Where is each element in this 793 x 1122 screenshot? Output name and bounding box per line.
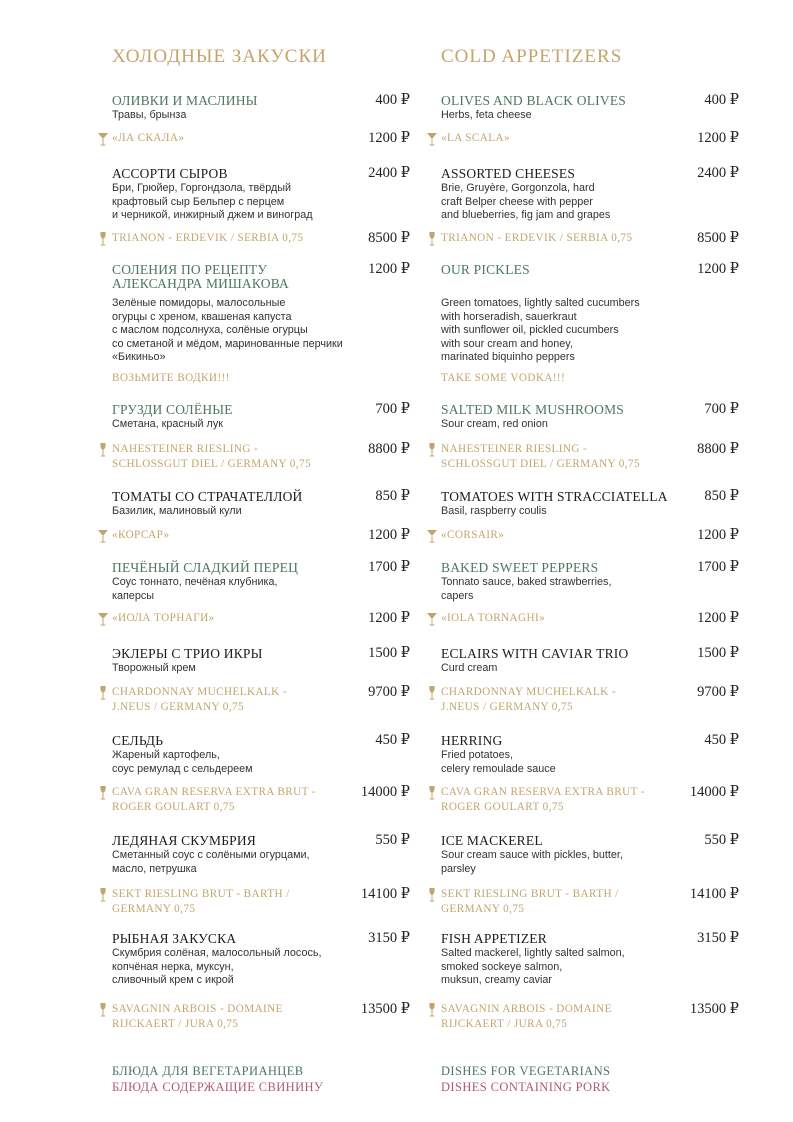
legend-pork: DISHES CONTAINING PORK	[441, 1080, 611, 1094]
item-price: 1700 ₽	[368, 559, 410, 575]
drink-pairing-item	[112, 611, 412, 626]
drink-pairing-item	[441, 131, 741, 146]
dish-item	[441, 734, 741, 776]
dish-item	[112, 94, 412, 123]
dish-item	[112, 647, 412, 676]
dish-item	[441, 167, 741, 223]
item-name: OLIVES AND BLACK OLIVES	[441, 93, 626, 108]
item-description: Сметанный соус с солёными огурцами, масло, петрушка	[112, 849, 310, 875]
item-name: FISH APPETIZER	[441, 931, 547, 946]
item-name: «IOLA TORNAGHI»	[441, 612, 546, 624]
dish-item	[441, 932, 741, 988]
dish-item	[441, 263, 741, 365]
drink-pairing-item	[441, 528, 741, 543]
item-description: Травы, брынза	[112, 109, 187, 121]
item-description: Basil, raspberry coulis	[441, 505, 547, 517]
cocktail-glass-icon	[97, 611, 109, 627]
item-price: 550 ₽	[704, 832, 739, 848]
dish-item	[441, 561, 741, 603]
item-name: ОЛИВКИ И МАСЛИНЫ	[112, 93, 258, 108]
cocktail-glass-icon	[426, 611, 438, 627]
wine-glass-icon	[426, 442, 438, 458]
item-description: Бри, Грюйер, Горгондзола, твёрдый крафтовый сыр Бельпер с перцем и черникой, инжирный джем и виноград	[112, 182, 313, 221]
item-name: CHARDONNAY MUCHELKALK - J.NEUS / GERMANY 0,75	[112, 686, 287, 713]
item-name: CAVA GRAN RESERVA EXTRA BRUT - ROGER GOULART 0,75	[112, 786, 316, 813]
drink-pairing-item	[441, 611, 741, 626]
item-name: «КОРСАР»	[112, 529, 170, 541]
item-price: 3150 ₽	[697, 930, 739, 946]
vodka-note: TAKE SOME VODKA!!!	[441, 372, 566, 384]
dish-item	[441, 490, 741, 519]
item-price: 9700 ₽	[697, 684, 739, 700]
item-price: 450 ₽	[375, 732, 410, 748]
legend-vegetarian: БЛЮДА ДЛЯ ВЕГЕТАРИАНЦЕВ	[112, 1064, 304, 1078]
item-name: HERRING	[441, 733, 503, 748]
item-name: TRIANON - ERDEVIK / SERBIA 0,75	[441, 232, 633, 244]
dish-item	[441, 94, 741, 123]
wine-glass-icon	[426, 785, 438, 801]
item-price: 2400 ₽	[368, 165, 410, 181]
dish-item	[112, 834, 412, 876]
cocktail-glass-icon	[426, 131, 438, 147]
item-description: Herbs, feta cheese	[441, 109, 532, 121]
item-price: 8500 ₽	[697, 230, 739, 246]
dish-item	[441, 647, 741, 676]
item-price: 1500 ₽	[368, 645, 410, 661]
item-description: Fried potatoes, celery remoulade sauce	[441, 749, 556, 775]
item-name: TOMATOES WITH STRACCIATELLA	[441, 489, 668, 504]
drink-pairing-item	[112, 685, 412, 715]
dish-item	[112, 263, 412, 365]
item-price: 8800 ₽	[368, 441, 410, 457]
wine-glass-icon	[97, 785, 109, 801]
item-description: Соус тоннато, печёная клубника, каперсы	[112, 576, 278, 602]
item-name: СЕЛЬДЬ	[112, 733, 164, 748]
item-price: 1200 ₽	[697, 527, 739, 543]
item-price: 550 ₽	[375, 832, 410, 848]
item-description: Зелёные помидоры, малосольные огурцы с хреном, квашеная капуста с маслом подсолнуха, солёные огурцы со сметаной и мёдом, маринованные перчики «Бикиньо»	[112, 297, 343, 363]
item-price: 700 ₽	[704, 401, 739, 417]
drink-pairing-item	[441, 1002, 741, 1032]
item-name: CAVA GRAN RESERVA EXTRA BRUT - ROGER GOULART 0,75	[441, 786, 645, 813]
drink-pairing-item	[441, 231, 741, 246]
item-description: Творожный крем	[112, 662, 196, 674]
wine-glass-icon	[426, 231, 438, 247]
item-description: Green tomatoes, lightly salted cucumbers with horseradish, sauerkraut with sunflower oil, pickled cucumbers with sour cream and honey, marinated biquinho peppers	[441, 297, 640, 363]
item-price: 1200 ₽	[697, 130, 739, 146]
vodka-note: ВОЗЬМИТЕ ВОДКИ!!!	[112, 372, 230, 384]
item-price: 450 ₽	[704, 732, 739, 748]
item-description: Salted mackerel, lightly salted salmon, smoked sockeye salmon, muksun, creamy caviar	[441, 947, 625, 986]
drink-pairing-item	[112, 887, 412, 917]
wine-glass-icon	[97, 1002, 109, 1018]
item-price: 1200 ₽	[368, 527, 410, 543]
item-price: 400 ₽	[704, 92, 739, 108]
item-name: SAVAGNIN ARBOIS - DOMAINE RIJCKAERT / JURA 0,75	[441, 1003, 612, 1030]
item-name: TRIANON - ERDEVIK / SERBIA 0,75	[112, 232, 304, 244]
item-name: АССОРТИ СЫРОВ	[112, 166, 228, 181]
item-name: ГРУЗДИ СОЛЁНЫЕ	[112, 402, 233, 417]
item-name: ICE MACKEREL	[441, 833, 543, 848]
drink-pairing-item	[112, 528, 412, 543]
wine-glass-icon	[426, 1002, 438, 1018]
legend-vegetarian: DISHES FOR VEGETARIANS	[441, 1064, 611, 1078]
item-description: Скумбрия солёная, малосольный лосось, копчёная нерка, муксун, сливочный крем с икрой	[112, 947, 322, 986]
wine-glass-icon	[426, 887, 438, 903]
item-price: 14000 ₽	[360, 784, 410, 800]
cocktail-glass-icon	[426, 528, 438, 544]
item-description: Sour cream sauce with pickles, butter, parsley	[441, 849, 623, 875]
wine-glass-icon	[97, 442, 109, 458]
item-description: Sour cream, red onion	[441, 418, 548, 430]
wine-glass-icon	[97, 887, 109, 903]
item-name: CHARDONNAY MUCHELKALK - J.NEUS / GERMANY 0,75	[441, 686, 616, 713]
dish-item	[112, 490, 412, 519]
drink-pairing-item	[441, 685, 741, 715]
item-name: ПЕЧЁНЫЙ СЛАДКИЙ ПЕРЕЦ	[112, 560, 299, 575]
item-name: ЛЕДЯНАЯ СКУМБРИЯ	[112, 833, 257, 848]
cocktail-glass-icon	[97, 131, 109, 147]
item-price: 1200 ₽	[368, 610, 410, 626]
section-title: COLD APPETIZERS	[441, 46, 623, 67]
item-name: «ИОЛА ТОРНАГИ»	[112, 612, 215, 624]
item-name: СОЛЕНИЯ ПО РЕЦЕПТУ АЛЕКСАНДРА МИШАКОВА	[112, 262, 290, 291]
legend-pork: БЛЮДА СОДЕРЖАЩИЕ СВИНИНУ	[112, 1080, 324, 1094]
item-name: NAHESTEINER RIESLING - SCHLOSSGUT DIEL / GERMANY 0,75	[441, 443, 640, 470]
drink-pairing-item	[112, 785, 412, 815]
item-description: Жареный картофель, соус ремулад с сельдереем	[112, 749, 253, 775]
item-price: 13500 ₽	[689, 1001, 739, 1017]
item-price: 8800 ₽	[697, 441, 739, 457]
item-price: 9700 ₽	[368, 684, 410, 700]
item-price: 14000 ₽	[689, 784, 739, 800]
drink-pairing-item	[441, 785, 741, 815]
item-name: SALTED MILK MUSHROOMS	[441, 402, 624, 417]
item-name: SEKT RIESLING BRUT - BARTH / GERMANY 0,75	[112, 888, 290, 915]
item-name: OUR PICKLES	[441, 262, 530, 277]
item-name: SAVAGNIN ARBOIS - DOMAINE RIJCKAERT / JURA 0,75	[112, 1003, 283, 1030]
dish-item	[112, 167, 412, 223]
item-name: ASSORTED CHEESES	[441, 166, 576, 181]
item-name: SEKT RIESLING BRUT - BARTH / GERMANY 0,75	[441, 888, 619, 915]
item-price: 14100 ₽	[360, 886, 410, 902]
dish-item	[112, 734, 412, 776]
item-price: 850 ₽	[375, 488, 410, 504]
item-price: 1200 ₽	[697, 610, 739, 626]
dish-item	[112, 932, 412, 988]
item-description: Tonnato sauce, baked strawberries, capers	[441, 576, 612, 602]
item-price: 8500 ₽	[368, 230, 410, 246]
item-description: Базилик, малиновый кули	[112, 505, 242, 517]
item-price: 1200 ₽	[368, 130, 410, 146]
item-name: ТОМАТЫ СО СТРАЧАТЕЛЛОЙ	[112, 489, 303, 504]
dish-item	[112, 403, 412, 432]
item-name: NAHESTEINER RIESLING - SCHLOSSGUT DIEL / GERMANY 0,75	[112, 443, 311, 470]
dish-item	[112, 561, 412, 603]
item-description: Сметана, красный лук	[112, 418, 223, 430]
item-name: BAKED SWEET PEPPERS	[441, 560, 599, 575]
dish-item	[441, 403, 741, 432]
item-price: 850 ₽	[704, 488, 739, 504]
wine-glass-icon	[426, 685, 438, 701]
item-name: «CORSAIR»	[441, 529, 505, 541]
dish-item	[441, 834, 741, 876]
item-price: 1200 ₽	[697, 261, 739, 277]
item-price: 2400 ₽	[697, 165, 739, 181]
drink-pairing-item	[112, 1002, 412, 1032]
drink-pairing-item	[112, 442, 412, 472]
drink-pairing-item	[441, 887, 741, 917]
item-price: 3150 ₽	[368, 930, 410, 946]
item-price: 1200 ₽	[368, 261, 410, 277]
cocktail-glass-icon	[97, 528, 109, 544]
item-price: 1700 ₽	[697, 559, 739, 575]
item-price: 700 ₽	[375, 401, 410, 417]
item-price: 13500 ₽	[360, 1001, 410, 1017]
section-title: ХОЛОДНЫЕ ЗАКУСКИ	[112, 46, 327, 67]
drink-pairing-item	[112, 131, 412, 146]
item-description: Brie, Gruyère, Gorgonzola, hard craft Belper cheese with pepper and blueberries, fig jam and grapes	[441, 182, 611, 221]
wine-glass-icon	[97, 685, 109, 701]
item-name: ECLAIRS WITH CAVIAR TRIO	[441, 646, 629, 661]
item-description: Curd cream	[441, 662, 498, 674]
item-name: РЫБНАЯ ЗАКУСКА	[112, 931, 237, 946]
item-price: 14100 ₽	[689, 886, 739, 902]
item-name: «LA SCALA»	[441, 132, 510, 144]
drink-pairing-item	[112, 231, 412, 246]
item-name: ЭКЛЕРЫ С ТРИО ИКРЫ	[112, 646, 263, 661]
wine-glass-icon	[97, 231, 109, 247]
item-name: «ЛА СКАЛА»	[112, 132, 185, 144]
drink-pairing-item	[441, 442, 741, 472]
item-price: 1500 ₽	[697, 645, 739, 661]
item-price: 400 ₽	[375, 92, 410, 108]
